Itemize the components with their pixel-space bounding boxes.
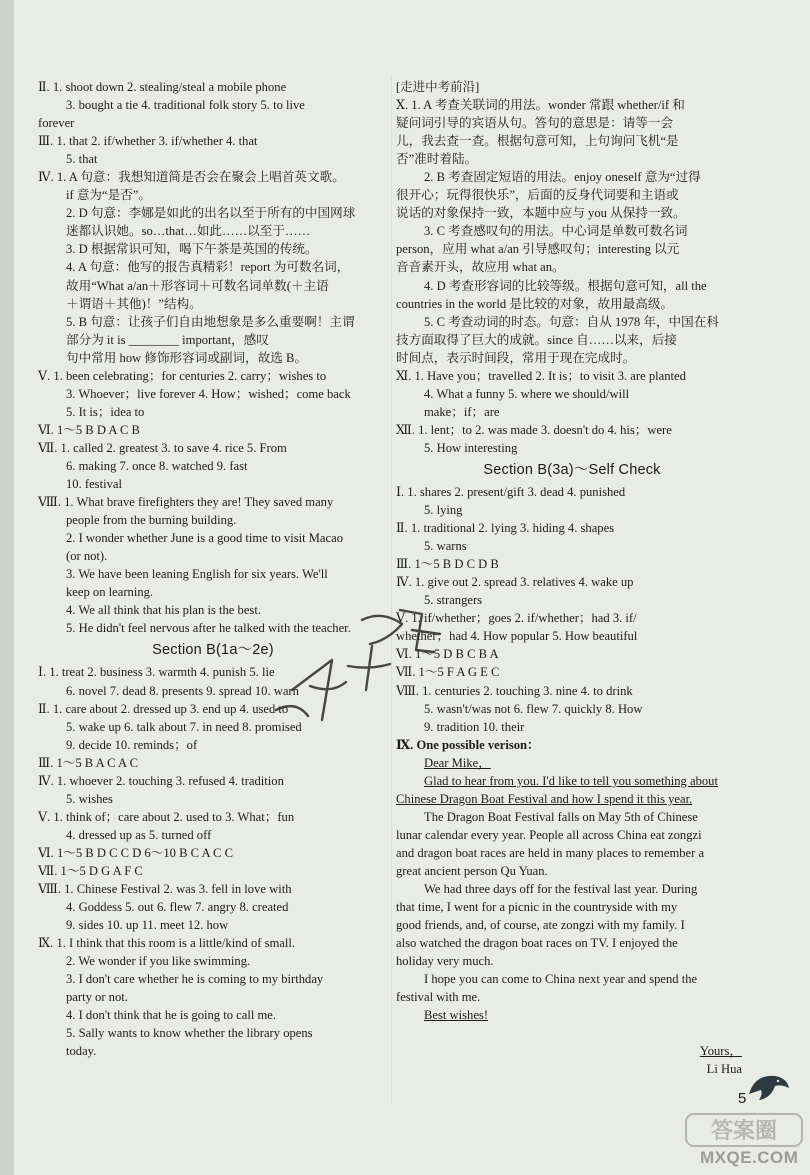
answer-line: 5. lying [424, 503, 463, 518]
answer-line: Ⅵ. 1～5 D B C B A [396, 647, 499, 662]
answer-line: 说话的对象保持一致，本题中应与 you 从保持一致。 [396, 206, 686, 221]
answer-line: 很开心；玩得很快乐”，后面的反身代词要和主语或 [396, 188, 679, 203]
answer-line: 2. We wonder if you like swimming. [66, 954, 251, 969]
answer-line: Ⅰ. 1. treat 2. business 3. warmth 4. punish 5. lie [38, 665, 275, 680]
answer-line: party or not. [66, 990, 128, 1005]
answer-line: Ⅴ. 1. been celebrating；for centuries 2. carry；wishes to [38, 368, 327, 383]
answer-line: Chinese Dragon Boat Festival and how I spend it this year. [396, 791, 693, 806]
answer-line: 4. D 考查形容词的比较等级。根据句意可知，all the [424, 278, 707, 293]
answer-line: Ⅷ. 1. Chinese Festival 2. was 3. fell in love with [38, 882, 292, 897]
answer-line: today. [66, 1044, 97, 1059]
answer-line: 9. sides 10. up 11. meet 12. how [66, 918, 229, 933]
right-column [396, 78, 748, 1079]
answer-line: 3. We have been leaning English for six years. We'll [66, 567, 328, 582]
answer-line: Ⅻ. 1. lent；to 2. was made 3. doesn't do 4. his；were [396, 422, 672, 437]
answer-line: people from the burning building. [66, 513, 237, 528]
answer-line: 4. A 句意：他写的报告真精彩！report 为可数名词， [66, 260, 350, 275]
answer-line: Ⅶ. 1. called 2. greatest 3. to save 4. rice 5. From [38, 440, 287, 455]
answer-line: 5. B 句意：让孩子们自由地想象是多么重要啊！主谓 [66, 314, 355, 329]
answer-line: 4. What a funny 5. where we should/will [424, 386, 630, 401]
answer-line: Ⅵ. 1～5 B D C C D 6～10 B C A C C [38, 845, 233, 860]
answer-line: Ⅳ. 1. give out 2. spread 3. relatives 4. wake up [396, 575, 634, 590]
answer-line: 4. Goddess 5. out 6. flew 7. angry 8. created [66, 900, 289, 915]
answer-line: Ⅱ. 1. shoot down 2. stealing/steal a mobile phone [38, 80, 287, 94]
answer-line: 6. novel 7. dead 8. presents 9. spread 10. warn [66, 683, 299, 698]
answer-line: 疑问词引导的宾语从句。答句的意思是：请等一会 [396, 116, 674, 131]
answer-line: [走进中考前沿] [396, 80, 480, 94]
answer-line: 部分为 it is ________ important，感叹 [66, 332, 269, 347]
answer-line: 5. It is；idea to [66, 404, 145, 419]
svg-text:答案圈: 答案圈 [710, 1119, 778, 1144]
answer-line: Li Hua [706, 1062, 742, 1077]
answer-line: Ⅸ. One possible verison： [396, 737, 540, 752]
answer-line: 10. festival [66, 477, 122, 492]
answer-line: Glad to hear from you. I'd like to tell you something about [424, 773, 718, 788]
answer-line: Ⅳ. 1. whoever 2. touching 3. refused 4. tradition [38, 773, 284, 788]
answer-line: 2. D 句意：李娜是如此的出名以至于所有的中国网球 [66, 206, 356, 221]
answer-line: Ⅷ. 1. centuries 2. touching 3. nine 4. to drink [396, 683, 633, 698]
answer-line: 9. decide 10. reminds；of [66, 737, 198, 752]
answer-line: festival with me. [396, 990, 481, 1005]
answer-line: 2. I wonder whether June is a good time to visit Macao [66, 531, 344, 546]
answer-line: 3. Whoever；live forever 4. How；wished；come back [66, 386, 351, 401]
watermark-url: MXQE.COM [700, 1148, 799, 1167]
section-heading: Section B(3a)～Self Check [483, 461, 661, 478]
answer-line: Yours， [699, 1044, 742, 1059]
answer-line: 6. making 7. once 8. watched 9. fast [66, 458, 248, 473]
answer-line: 9. tradition 10. their [424, 719, 525, 734]
answer-line: (or not). [66, 549, 108, 564]
answer-line: 5. strangers [424, 593, 483, 608]
answer-line: 时间点，表示时间段，常用于现在完成时。 [396, 350, 636, 365]
answer-line: Best wishes! [424, 1008, 489, 1023]
answer-line: 5. that [66, 152, 98, 167]
answer-line: 故用“What a/an＋形容词＋可数名词单数(＋主语 [66, 278, 329, 293]
answer-line: 3. I don't care whether he is coming to my birthday [66, 972, 324, 987]
answer-line: Ⅷ. 1. What brave firefighters they are! They saved many [38, 495, 334, 510]
answer-line: 5. warns [424, 539, 467, 554]
answer-line: 音音素开头，故应用 what an。 [396, 260, 565, 275]
answer-line: Ⅹ. 1. A 考查关联词的用法。wonder 常跟 whether/if 和 [396, 98, 685, 113]
answer-line: 3. C 考查感叹句的用法。中心词是单数可数名词 [424, 224, 688, 239]
answer-line: that time, I went for a picnic in the countryside with my [396, 900, 678, 915]
answer-line: if 意为“是否”。 [66, 188, 151, 203]
answer-line: ＋谓语＋其他)！”结构。 [66, 296, 202, 311]
answer-line: 5. wake up 6. talk about 7. in need 8. promised [66, 719, 302, 734]
answer-line: 儿，我去查一查。根据句意可知，上句询问飞机“是 [396, 134, 679, 149]
section-heading: Section B(1a～2e) [152, 642, 274, 659]
answer-line: Dear Mike， [424, 755, 491, 770]
answer-line: great ancient person Qu Yuan. [396, 863, 548, 878]
answer-line: person，应用 what a/an 引导感叹句；interesting 以元 [396, 242, 680, 257]
answer-line: 3. bought a tie 4. traditional folk story 5. to live [66, 98, 305, 113]
answer-line: 2. B 考查固定短语的用法。enjoy oneself 意为“过得 [424, 170, 701, 185]
answer-line: 5. wasn't/was not 6. flew 7. quickly 8. How [424, 701, 643, 716]
answer-line [396, 1024, 748, 1042]
answer-line: 5. wishes [66, 791, 113, 806]
answer-line: Ⅴ. 1. think of；care about 2. used to 3. What；fun [38, 809, 295, 824]
answer-line: Ⅺ. 1. Have you；travelled 2. It is；to visit 3. are planted [396, 368, 686, 383]
answer-line: 否”准时着陆。 [396, 152, 478, 167]
answer-line: 句中常用 how 修饰形容词或副词，故选 B。 [66, 350, 308, 365]
answer-line: Ⅲ. 1～5 B D C D B [396, 557, 499, 572]
answer-line: lunar calendar every year. People all across China eat zongzi [396, 827, 702, 842]
page-number: 5 [738, 1090, 747, 1107]
answer-line: 迷都认识她。so…that…如此……以至于…… [66, 224, 311, 239]
answer-line: Ⅰ. 1. shares 2. present/gift 3. dead 4. punished [396, 484, 626, 499]
answer-line: 5. He didn't feel nervous after he talked with the teacher. [66, 621, 351, 636]
answer-line: Ⅶ. 1～5 F A G E C [396, 665, 500, 680]
answer-line: forever [38, 116, 75, 131]
answer-line: 4. We all think that his plan is the best. [66, 603, 261, 618]
answer-line: 5. Sally wants to know whether the library opens [66, 1026, 313, 1041]
answer-line: I hope you can come to China next year and spend the [424, 972, 698, 987]
answer-line: Ⅳ. 1. A 句意：我想知道简是否会在聚会上唱首英文歌。 [38, 170, 345, 185]
answer-line: make；if；are [424, 404, 500, 419]
answer-line: Ⅶ. 1～5 D G A F C [38, 863, 143, 878]
answer-line: also watched the dragon boat races on TV. I enjoyed the [396, 936, 678, 951]
answer-line: 4. dressed up as 5. turned off [66, 827, 212, 842]
answer-line: Ⅱ. 1. traditional 2. lying 3. hiding 4. shapes [396, 521, 615, 536]
answer-line: whether；had 4. How popular 5. How beautiful [396, 629, 638, 644]
answer-line: 5. C 考查动词的时态。句意：自从 1978 年，中国在科 [424, 314, 719, 329]
dolphin-logo-icon [745, 1068, 793, 1108]
answer-line: We had three days off for the festival last year. During [424, 882, 698, 897]
answer-line: good friends, and, of course, ate zongzi with my family. I [396, 918, 685, 933]
answer-line: Ⅱ. 1. care about 2. dressed up 3. end up 4. used to [38, 701, 289, 716]
answer-line: Ⅵ. 1～5 B D A C B [38, 422, 140, 437]
answer-line: 4. I don't think that he is going to call me. [66, 1008, 277, 1023]
answer-line: 技方面取得了巨大的成就。since 自……以来，后接 [396, 332, 677, 347]
answer-line: and dragon boat races are held in many places to remember a [396, 845, 705, 860]
page-edge-shadow [0, 0, 14, 1175]
handwriting-scribble [262, 590, 462, 740]
answer-line: Ⅴ. 1. if/whether；goes 2. if/whether；had 3. if/ [396, 611, 637, 626]
answer-line: Ⅸ. 1. I think that this room is a little/kind of small. [38, 936, 296, 951]
answer-line: Ⅲ. 1～5 B A C A C [38, 755, 138, 770]
left-column [38, 78, 388, 1060]
answer-line: keep on learning. [66, 585, 154, 600]
answer-line: The Dragon Boat Festival falls on May 5th of Chinese [424, 809, 698, 824]
watermark-logo [684, 1110, 804, 1150]
answer-line: Ⅲ. 1. that 2. if/whether 3. if/whether 4. that [38, 134, 258, 149]
answer-line: 5. How interesting [424, 440, 518, 455]
answer-line: holiday very much. [396, 954, 494, 969]
answer-line: 3. D 根据常识可知，喝下午茶是英国的传统。 [66, 242, 318, 257]
answer-line: countries in the world 是比较的对象，故用最高级。 [396, 296, 674, 311]
